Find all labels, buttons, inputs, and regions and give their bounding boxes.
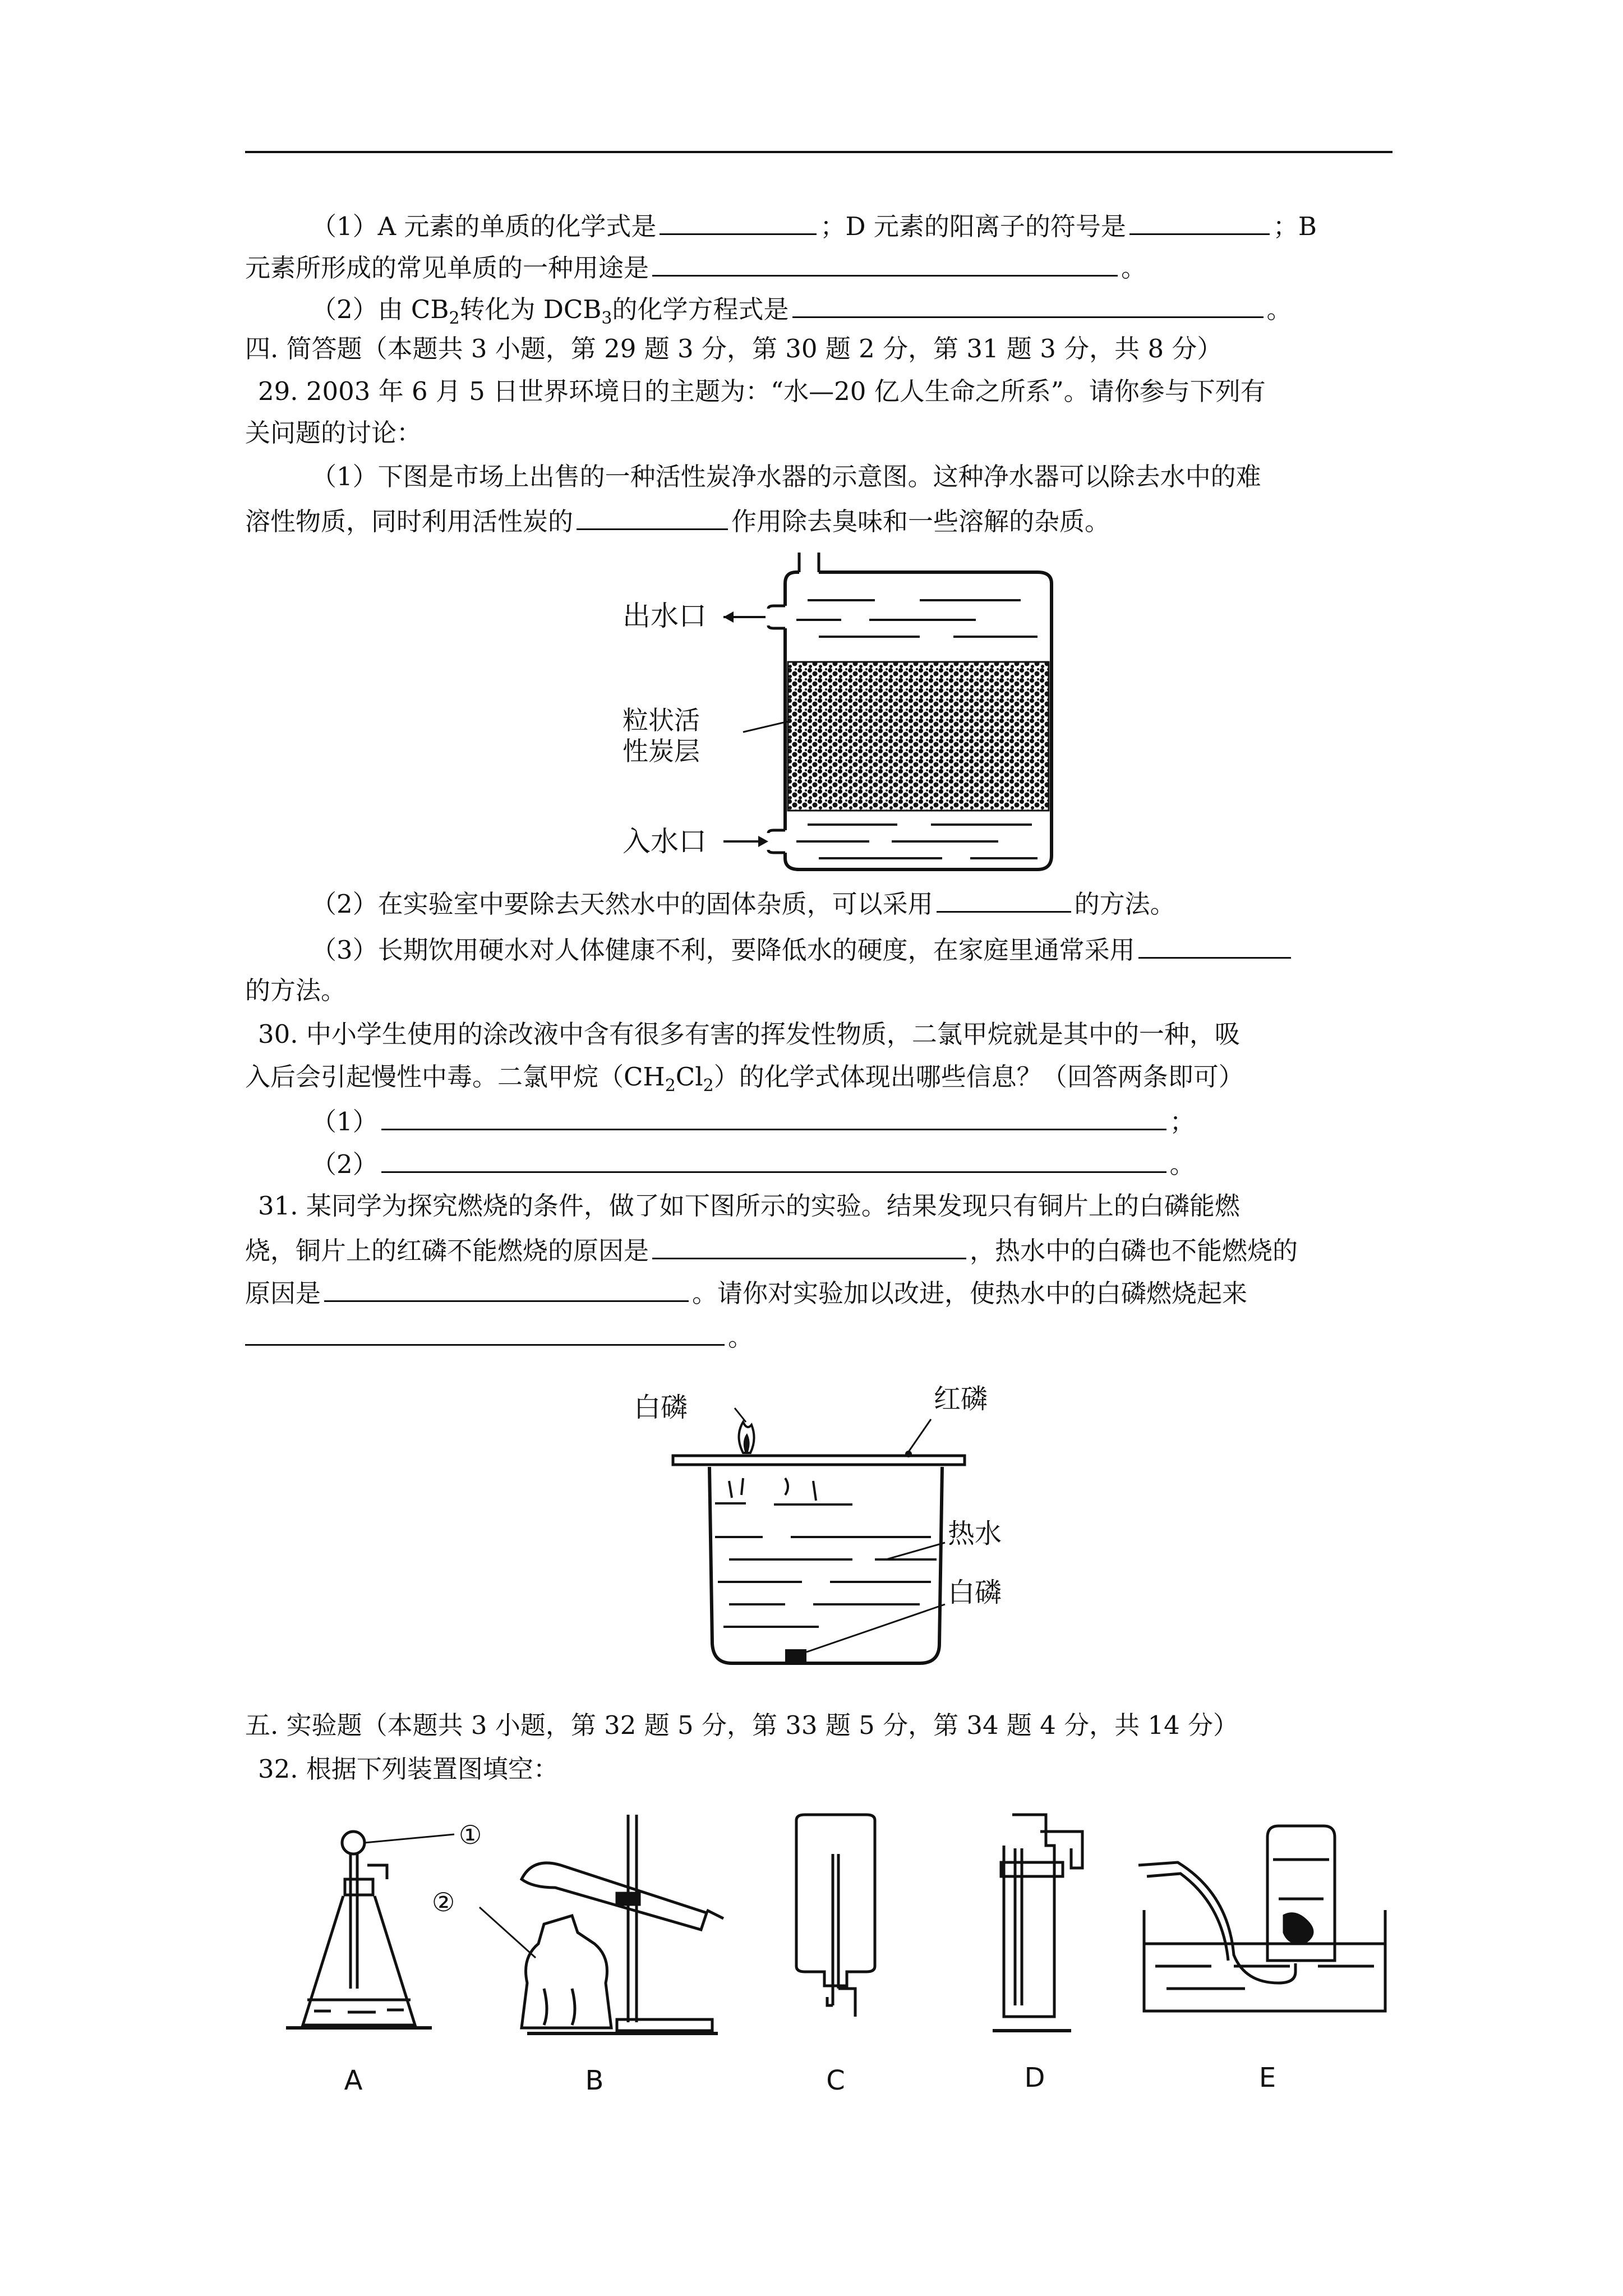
water-filter-diagram — [606, 547, 1054, 872]
subscript: 2 — [449, 309, 460, 328]
q29-p1-line1: （1）下图是市场上出售的一种活性炭净水器的示意图。这种净水器可以除去水中的难 — [311, 462, 1261, 491]
q31-line2a: 烧，铜片上的红磷不能燃烧的原因是 — [245, 1236, 649, 1266]
carbon-layer-label-2: 性炭层 — [623, 736, 700, 766]
apparatus-a — [286, 1832, 454, 2028]
q29-p3 — [311, 931, 1472, 967]
q30-answer2 — [311, 1145, 1472, 1181]
q32-stem: 32. 根据下列装置图填空： — [258, 1754, 559, 1784]
apparatus-d — [993, 1815, 1082, 2031]
q28-part1-line1 — [311, 208, 1472, 243]
period: 。 — [1266, 295, 1292, 324]
combustion-experiment-diagram — [617, 1374, 1021, 1677]
answer-blank[interactable] — [245, 1318, 725, 1346]
label-a: A — [344, 2065, 363, 2096]
marker-1: ① — [459, 1820, 482, 1850]
answer-blank[interactable] — [652, 1232, 966, 1259]
q28-p2-b: 转化为 DCB — [459, 295, 602, 324]
carbon-layer-label-1: 粒状活 — [623, 705, 700, 735]
q28-p2-c: 的化学方程式是 — [612, 295, 789, 324]
q28-part1-line2 — [245, 249, 1406, 285]
q29-p2 — [311, 885, 1472, 921]
q30-stem2a: 入后会引起慢性中毒。二氯甲烷（CH — [245, 1062, 665, 1092]
q28-part2 — [311, 291, 1472, 326]
q29-p3b: 的方法。 — [245, 976, 347, 1005]
q29-stem-line1: 29. 2003 年 6 月 5 日世界环境日的主题为：“水—20 亿人生命之所系”。请你参与下列有 — [258, 376, 1266, 406]
label-b: B — [585, 2065, 604, 2096]
section5-heading: 五. 实验题（本题共 3 小题，第 32 题 5 分，第 33 题 5 分，第 34 题 4 分，共 14 分） — [245, 1710, 1239, 1740]
q31-line4-end: 。 — [728, 1322, 754, 1352]
answer-blank[interactable] — [577, 503, 728, 530]
q31-line4 — [245, 1318, 1406, 1354]
white-phosphorus-top-label: 白磷 — [634, 1392, 688, 1423]
section4-heading: 四. 简答题（本题共 3 小题，第 29 题 3 分，第 30 题 2 分，第 31 题 3 分，共 8 分） — [245, 334, 1223, 364]
q30-answer1 — [311, 1103, 1472, 1139]
q29-p2a: （2）在实验室中要除去天然水中的固体杂质，可以采用 — [311, 889, 933, 919]
q29-p2b: 的方法。 — [1074, 889, 1175, 919]
q30-a1-end: ； — [1169, 1107, 1195, 1137]
label-c: C — [826, 2065, 845, 2096]
red-phosphorus-label: 红磷 — [934, 1383, 988, 1415]
lab-apparatus-diagram — [280, 1803, 1458, 2118]
q29-p1-line2b: 作用除去臭味和一些溶解的杂质。 — [731, 507, 1110, 536]
answer-blank[interactable] — [1138, 931, 1291, 959]
apparatus-b — [479, 1815, 723, 2033]
period: 。 — [1121, 253, 1147, 283]
answer-blank[interactable] — [324, 1274, 689, 1302]
q31-line3a: 原因是 — [245, 1278, 321, 1308]
q31-line3b: 。请你对实验加以改进，使热水中的白磷燃烧起来 — [692, 1278, 1248, 1308]
q28-p2-a: （2）由 CB — [311, 295, 449, 324]
marker-2: ② — [432, 1887, 455, 1917]
subscript: 2 — [665, 1076, 676, 1096]
q30-a1-label: （1） — [311, 1107, 378, 1137]
answer-blank[interactable] — [1129, 208, 1270, 235]
q31-line2b: ，热水中的白磷也不能燃烧的 — [970, 1236, 1298, 1266]
answer-blank[interactable] — [660, 208, 817, 235]
q30-stem-line1: 30. 中小学生使用的涂改液中含有很多有害的挥发性物质，二氯甲烷就是其中的一种，吸 — [258, 1019, 1240, 1049]
q28-p1-mid1: ；D 元素的阳离子的符号是 — [820, 211, 1126, 241]
subscript: 2 — [703, 1076, 714, 1096]
q28-p1-prefix: （1）A 元素的单质的化学式是 — [311, 211, 657, 241]
q31-line2 — [245, 1232, 1406, 1268]
q28-p1-line2: 元素所形成的常见单质的一种用途是 — [245, 253, 649, 283]
q29-p1-line2a: 溶性物质，同时利用活性炭的 — [245, 507, 574, 536]
label-d: D — [1024, 2062, 1045, 2093]
q30-stem2b: Cl — [675, 1062, 703, 1092]
q31-line3 — [245, 1274, 1406, 1310]
q30-stem2c: ）的化学式体现出哪些信息？（回答两条即可） — [713, 1062, 1244, 1092]
label-e: E — [1258, 2062, 1276, 2093]
q30-a2-label: （2） — [311, 1149, 378, 1179]
answer-blank[interactable] — [381, 1103, 1166, 1130]
outlet-label: 出水口 — [623, 600, 707, 632]
answer-blank[interactable] — [652, 249, 1118, 277]
q28-p1-mid2: ；B — [1272, 211, 1317, 241]
inlet-label: 入水口 — [623, 825, 707, 858]
apparatus-e — [1138, 1826, 1385, 2011]
q29-p3a: （3）长期饮用硬水对人体健康不利，要降低水的硬度，在家庭里通常采用 — [311, 935, 1135, 965]
answer-blank[interactable] — [937, 885, 1071, 913]
header-rule — [245, 151, 1393, 153]
hot-water-label: 热水 — [948, 1518, 1002, 1549]
answer-blank[interactable] — [792, 291, 1264, 318]
subscript: 3 — [601, 309, 612, 328]
q29-stem-line2: 关问题的讨论： — [245, 418, 422, 448]
white-phosphorus-bottom-label: 白磷 — [948, 1577, 1002, 1608]
q30-stem-line2 — [245, 1060, 1406, 1094]
q31-line1: 31. 某同学为探究燃烧的条件，做了如下图所示的实验。结果发现只有铜片上的白磷能燃 — [258, 1191, 1240, 1221]
q30-a2-end: 。 — [1169, 1149, 1195, 1179]
answer-blank[interactable] — [381, 1145, 1166, 1173]
q29-p1-line2 — [245, 503, 1406, 539]
apparatus-c — [796, 1815, 875, 2017]
